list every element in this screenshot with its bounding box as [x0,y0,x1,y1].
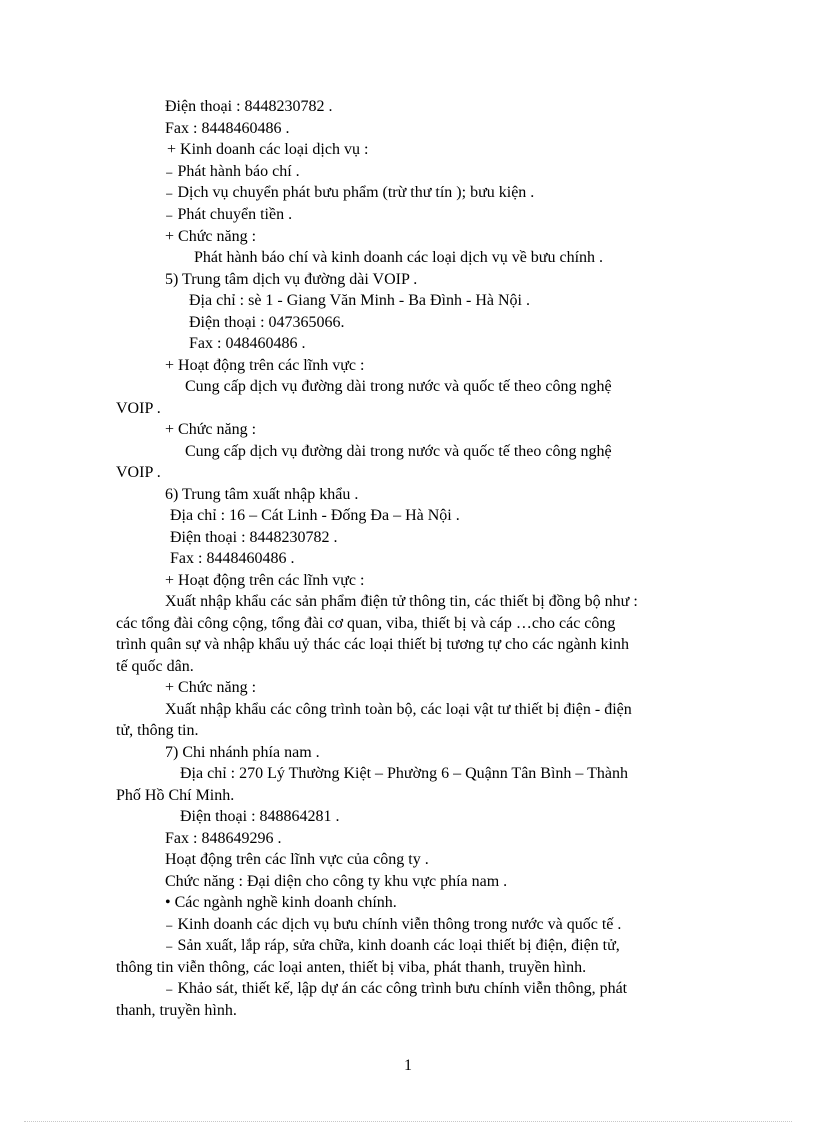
text-line: ₋ Dịch vụ chuyển phát bưu phẩm (trừ thư tín ); bưu kiện . [165,184,535,201]
text-line: Địa chỉ : 270 Lý Thường Kiệt – Phường 6 – Quậnn Tân Bình – Thành [180,765,629,782]
text-line: Fax : 848649296 . [165,830,282,847]
text-line: + Chức năng : [165,421,257,438]
text-line: Xuất nhập khẩu các sản phẩm điện tử thông tin, các thiết bị đồng bộ như : [165,593,638,610]
text-line: Điện thoại : 848864281 . [180,808,340,825]
text-line: Fax : 8448460486 . [170,550,295,567]
text-line: + Chức năng : [165,679,257,696]
text-line: Hoạt động trên các lĩnh vực của công ty . [165,851,429,868]
text-line: VOIP . [116,464,161,481]
text-line: Cung cấp dịch vụ đường dài trong nước và quốc tế theo công nghệ [185,378,612,395]
page-bottom-rule [24,1121,792,1122]
section-heading: 7) Chi nhánh phía nam . [165,744,320,761]
text-line: Phố Hồ Chí Minh. [116,787,235,804]
text-line: tế quốc dân. [116,658,194,675]
text-line: thông tin viễn thông, các loại anten, thiết bị viba, phát thanh, truyền hình. [116,959,587,976]
bullet-heading: • Các ngành nghề kinh doanh chính. [165,894,397,911]
text-line: Fax : 048460486 . [189,335,306,352]
page-number: 1 [404,1057,412,1074]
text-line: Điện thoại : 8448230782 . [165,98,333,115]
text-line: ₋ Khảo sát, thiết kế, lập dự án các công trình bưu chính viễn thông, phát [165,980,628,997]
text-line: VOIP . [116,400,161,417]
text-line: Địa chỉ : sè 1 - Giang Văn Minh - Ba Đình - Hà Nội . [189,292,530,309]
text-line: Chức năng : Đại diện cho công ty khu vực phía nam . [165,873,508,890]
text-line: + Chức năng : [165,228,257,245]
text-line: + Kinh doanh các loại dịch vụ : [167,141,369,158]
text-line: Điện thoại : 047365066. [189,314,345,331]
section-heading: 6) Trung tâm xuất nhập khẩu . [165,486,359,503]
text-line: + Hoạt động trên các lĩnh vực : [165,572,365,589]
text-line: ₋ Sản xuất, lắp ráp, sửa chữa, kinh doanh các loại thiết bị điện, điện tử, [165,937,620,954]
text-line: các tổng đài công cộng, tổng đài cơ quan, viba, thiết bị và cáp …cho các công [116,615,616,632]
section-heading: 5) Trung tâm dịch vụ đường dài VOIP . [165,271,418,288]
text-line: Cung cấp dịch vụ đường dài trong nước và quốc tế theo công nghệ [185,443,612,460]
text-line: Điện thoại : 8448230782 . [170,529,338,546]
text-line: trình quân sự và nhập khẩu uỷ thác các loại thiết bị tương tự cho các ngành kinh [116,636,629,653]
text-line: thanh, truyền hình. [116,1002,237,1019]
text-line: Phát hành báo chí và kinh doanh các loại dịch vụ về bưu chính . [194,249,604,266]
text-line: ₋ Phát chuyển tiền . [165,206,293,223]
text-line: Xuất nhập khẩu các công trình toàn bộ, các loại vật tư thiết bị điện - điện [165,701,632,718]
text-line: Fax : 8448460486 . [165,120,290,137]
text-line: + Hoạt động trên các lĩnh vực : [165,357,365,374]
text-line: tử, thông tin. [116,722,199,739]
text-line: ₋ Kinh doanh các dịch vụ bưu chính viễn thông trong nước và quốc tế . [165,916,622,933]
text-line: ₋ Phát hành báo chí . [165,163,300,180]
text-line: Địa chỉ : 16 – Cát Linh - Đống Đa – Hà Nội . [170,507,460,524]
